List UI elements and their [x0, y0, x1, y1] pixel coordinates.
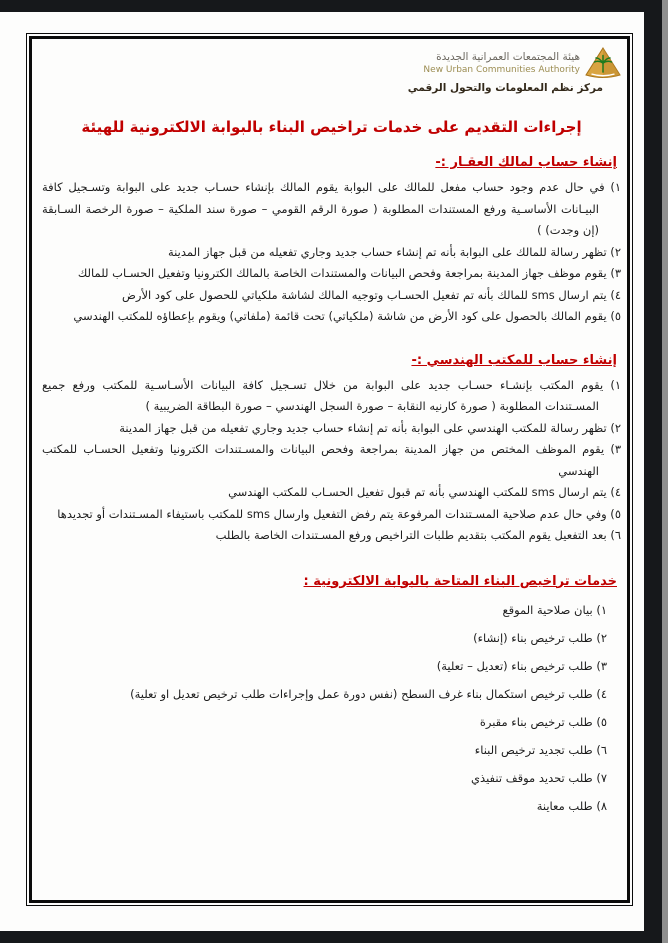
engineering-office-step: ٢) تظهر رسالة للمكتب الهندسي على البوابة بأنه تم إنشاء حساب جديد وجاري تفعيله من قبل جهاز المدينة [119, 420, 621, 435]
section-engineering-office-heading: إنشاء حساب للمكتب الهندسي :- [411, 352, 617, 368]
service-item: ٢) طلب ترخيص بناء (إنشاء) [473, 630, 607, 645]
section-owner-account-heading: إنشاء حساب لمالك العقـار :- [435, 155, 617, 170]
pyramid-palm-logo-icon [585, 47, 621, 79]
scan-edge-light-strip [662, 0, 668, 943]
engineering-office-step: ٣) يقوم الموظف المختص من جهاز المدينة بمراجعة وفحص البيانات والمسـتندات الكترونيا وتفعيل الحسـاب للمكتب الهندسي [42, 442, 621, 478]
engineering-office-steps-list [42, 375, 621, 547]
document-page [0, 12, 644, 931]
owner-account-step: ٢) تظهر رسالة للمالك على البوابة بأنه تم إنشاء حساب جديد وجاري تفعيله من قبل جهاز المدينة [168, 244, 621, 259]
owner-account-step: ١) في حال عدم وجود حساب مفعل للمالك على البوابة يقوم المالك بإنشاء حسـاب جديد على البوابة وتسـجيل كافة البيـانات الأساسـية ورفع المستندات المطلوبة ( صورة الرقم القومي – صورة سند الملكية – صورة الرخصة السـابقة (إن وجدت) ) [42, 180, 621, 237]
document-header [42, 47, 621, 94]
service-item: ٤) طلب ترخيص استكمال بناء غرف السطح (نفس دورة عمل وإجراءات طلب ترخيص تعديل او تعلية) [130, 686, 607, 701]
section-owner-account [42, 151, 621, 328]
section-engineering-office-account [42, 349, 621, 547]
service-item: ٦) طلب تجديد ترخيص البناء [474, 742, 607, 757]
org-name-english: New Urban Communities Authority [423, 65, 580, 75]
department-name: مركز نظم المعلومات والتحول الرقمي [407, 82, 603, 94]
engineering-office-step: ٥) وفي حال عدم صلاحية المسـتندات المرفوعة يتم رفض التفعيل وارسال sms للمكتب باستيفاء المسـتندات أو تجديدها [57, 506, 621, 521]
scan-background-top-band [0, 0, 668, 12]
scan-background-bottom-band [0, 931, 668, 943]
page-content-area [29, 36, 630, 903]
org-names [423, 50, 580, 76]
section-available-services [42, 570, 621, 816]
owner-account-step: ٣) يقوم موظف جهاز المدينة بمراجعة وفحص البيانات والمستندات الخاصة بالمالك الكترونيا وتفعيل الحسـاب للمالك [77, 266, 621, 280]
document-title: إجراءات التقديم على خدمات تراخيص البناء بالبوابة الالكترونية للهيئة [81, 118, 582, 136]
owner-account-step: ٤) يتم ارسال sms للمالك بأنه تم تفعيل الحسـاب وتوجيه المالك لشاشة ملكياتي للحصول على كود الأرض [122, 287, 621, 302]
org-identity-block [423, 47, 621, 79]
section-available-services-heading: خدمات تراخيص البناء المتاحة بالبوابة الالكترونية : [303, 573, 617, 589]
owner-account-steps-list [42, 177, 621, 328]
available-services-list [42, 600, 621, 816]
service-item: ٧) طلب تحديد موقف تنفيذي [471, 770, 607, 785]
engineering-office-step: ٤) يتم ارسال sms للمكتب الهندسي بأنه تم قبول تفعيل الحسـاب للمكتب الهندسي [228, 485, 621, 499]
service-item: ٥) طلب ترخيص بناء مقبرة [479, 714, 607, 729]
page-border-frame [26, 33, 633, 906]
engineering-office-step: ٦) بعد التفعيل يقوم المكتب بتقديم طلبات التراخيص ورفع المسـتندات الخاصة بالطلب [215, 528, 621, 542]
org-name-arabic: هيئة المجتمعات العمرانية الجديدة [436, 51, 580, 63]
service-item: ٨) طلب معاينة [536, 798, 607, 813]
service-item: ٣) طلب ترخيص بناء (تعديل – تعلية) [436, 658, 607, 673]
service-item: ١) بيان صلاحية الموقع [502, 602, 607, 617]
owner-account-step: ٥) يقوم المالك بالحصول على كود الأرض من شاشة (ملكياتي) تحت قائمة (ملفاتي) ويقوم بإعطاؤه للمكتب الهندسي [73, 309, 621, 323]
engineering-office-step: ١) يقوم المكتب بإنشـاء حسـاب جديد على البوابة من خلال تسـجيل كافة البيانات الأسـاسـية للمكتب ورفع جميع المسـتندات المطلوبة ( صورة كارنيه النقابة – صورة السجل الهندسي – صورة البطاقة الضريبية ) [42, 377, 621, 413]
